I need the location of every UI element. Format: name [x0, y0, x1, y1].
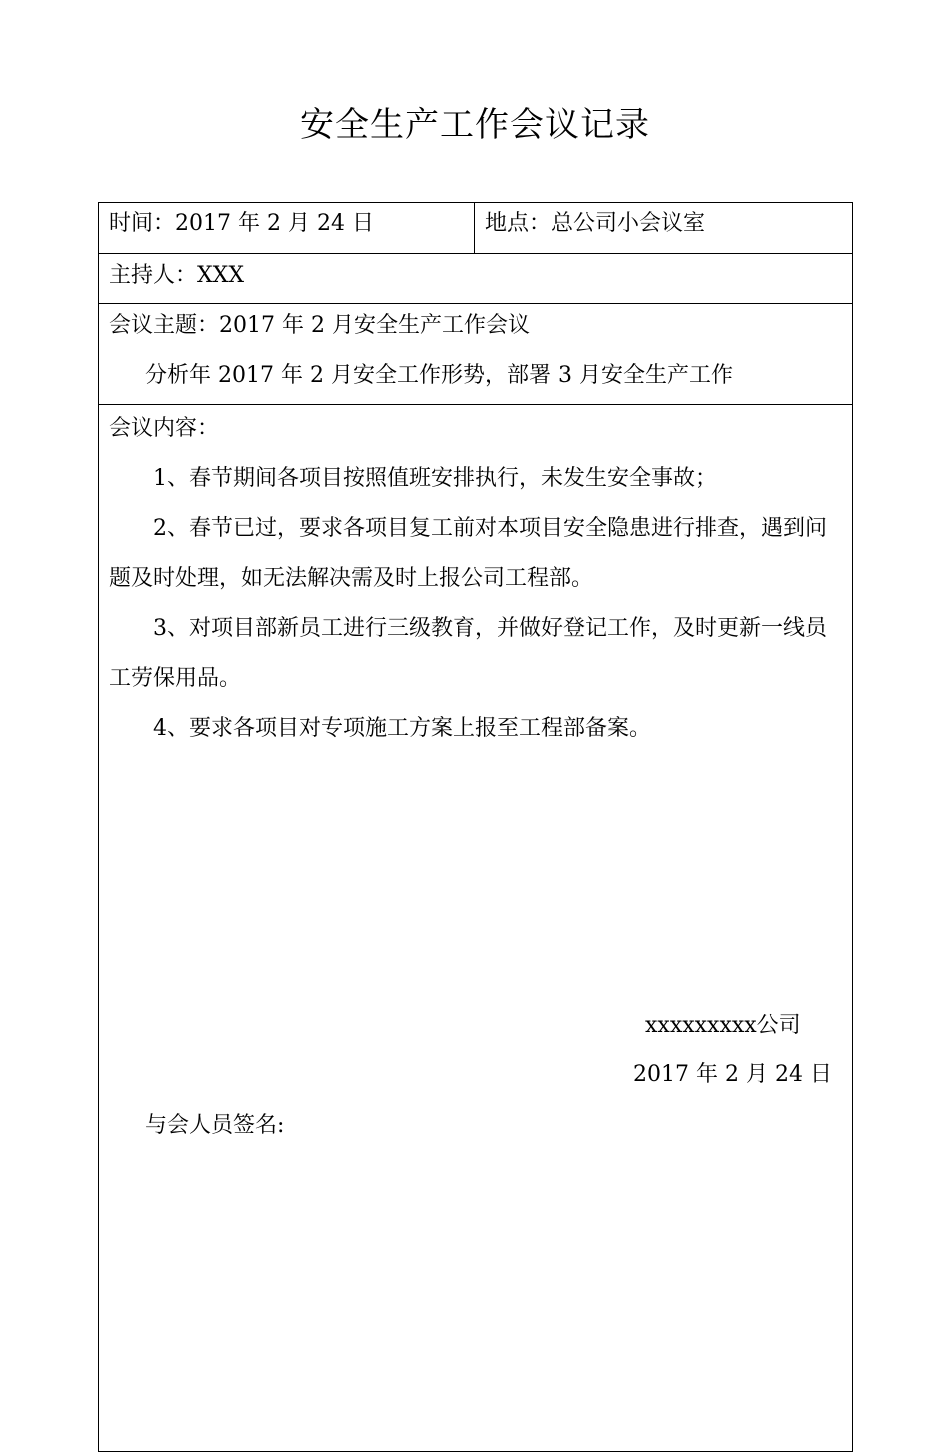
meeting-host: 主持人：XXX [109, 263, 244, 288]
record-date: 2017 年 2 月 24 日 [633, 1062, 832, 1087]
content-item-1: 1、春节期间各项目按照值班安排执行，未发生安全事故； [153, 466, 717, 491]
company-name: xxxxxxxxx公司 [645, 1013, 801, 1038]
signature-label: 与会人员签名: [145, 1113, 285, 1138]
cell-divider [474, 203, 475, 254]
meeting-time: 时间：2017 年 2 月 24 日 [109, 211, 374, 236]
meeting-record-table [98, 202, 853, 1452]
topic-row [99, 304, 852, 405]
document-title: 安全生产工作会议记录 [300, 105, 650, 145]
content-item-3: 3、对项目部新员工进行三级教育，并做好登记工作，及时更新一线员工劳保用品。 [109, 616, 827, 691]
meeting-topic: 会议主题：2017 年 2 月安全生产工作会议 [109, 313, 530, 338]
content-item-4: 4、要求各项目对专项施工方案上报至工程部备案。 [153, 716, 651, 741]
meeting-content-section [99, 405, 852, 1451]
meeting-topic-summary: 分析年 2017 年 2 月安全工作形势，部署 3 月安全生产工作 [145, 363, 733, 388]
content-heading: 会议内容： [109, 416, 220, 441]
time-location-row [99, 203, 852, 254]
meeting-location: 地点：总公司小会议室 [485, 211, 706, 236]
host-row [99, 254, 852, 304]
content-item-2: 2、春节已过，要求各项目复工前对本项目安全隐患进行排查，遇到问题及时处理，如无法解决需及时上报公司工程部。 [109, 516, 827, 591]
